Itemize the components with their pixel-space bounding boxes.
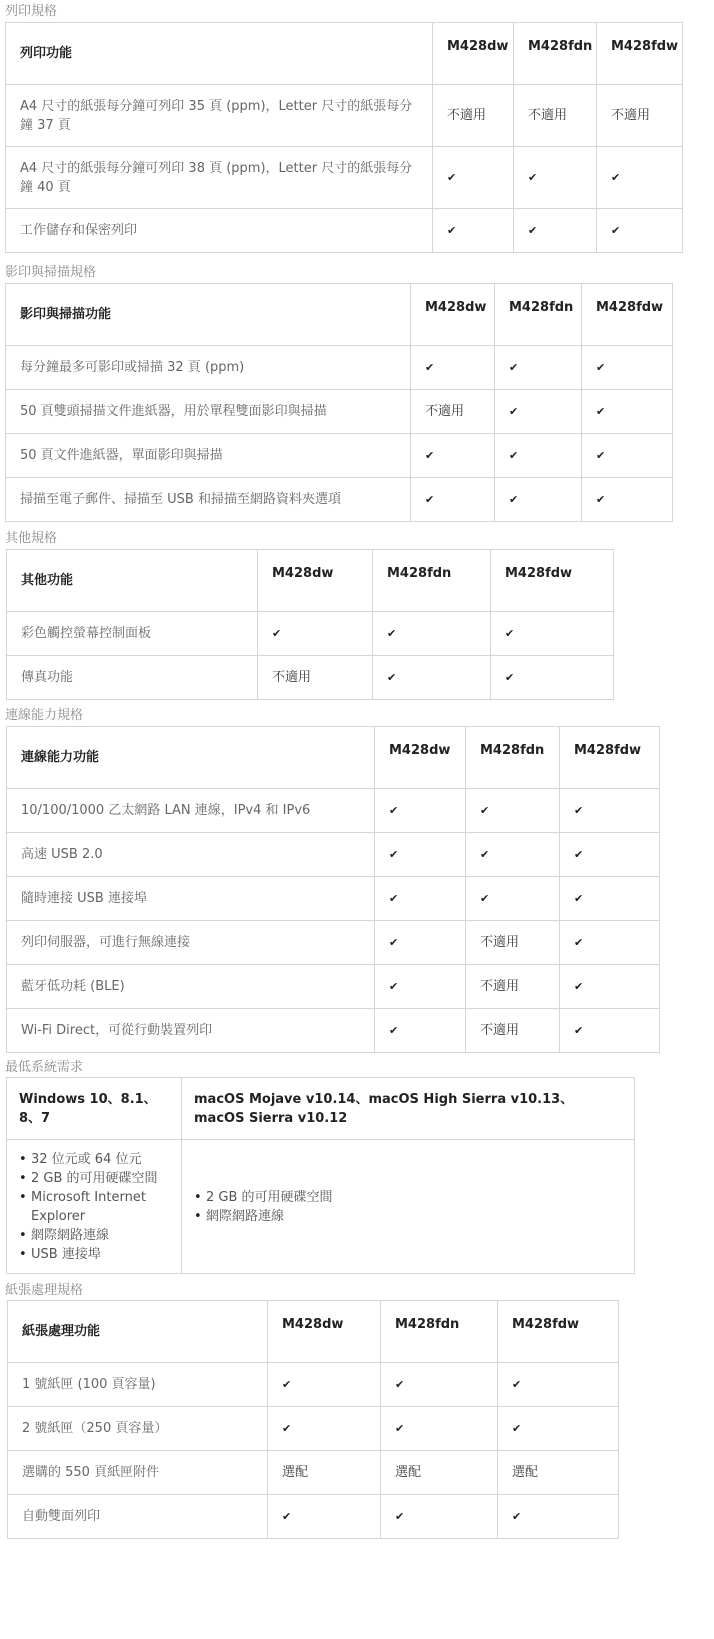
section-title-connectivity: 連線能力規格 <box>5 708 84 723</box>
list-item: • 32 位元或 64 位元 <box>31 1150 175 1169</box>
check-icon: ✔ <box>433 147 514 209</box>
cell-value: 不適用 <box>433 85 514 147</box>
check-icon: ✔ <box>375 921 466 965</box>
check-icon: ✔ <box>466 789 560 833</box>
check-icon: ✔ <box>433 209 514 253</box>
check-icon: ✔ <box>375 833 466 877</box>
section-title-paper-handling: 紙張處理規格 <box>5 1283 84 1298</box>
check-icon: ✔ <box>514 147 597 209</box>
model-header: M428dw <box>433 23 514 85</box>
check-icon: ✔ <box>411 434 495 478</box>
check-icon: ✔ <box>582 478 673 522</box>
feature-label: 自動雙面列印 <box>8 1495 268 1539</box>
list-item: • 網際網路連線 <box>31 1226 175 1245</box>
check-icon: ✔ <box>582 434 673 478</box>
feature-label: 掃描至電子郵件、掃描至 USB 和掃描至網路資料夾選項 <box>6 478 411 522</box>
model-header: M428fdw <box>491 550 614 612</box>
table-row <box>7 612 614 656</box>
cell-value: 選配 <box>498 1451 619 1495</box>
copy-scan-spec-table <box>5 283 673 522</box>
section-title-other: 其他規格 <box>5 531 58 546</box>
windows-requirements <box>7 1140 182 1274</box>
check-icon: ✔ <box>381 1363 498 1407</box>
model-header: M428fdn <box>466 727 560 789</box>
check-icon: ✔ <box>373 612 491 656</box>
model-header: M428fdw <box>560 727 660 789</box>
section-title-copy-scan: 影印與掃描規格 <box>5 265 97 280</box>
table-row <box>8 1451 619 1495</box>
cell-value: 選配 <box>381 1451 498 1495</box>
model-header: M428fdn <box>514 23 597 85</box>
feature-header: 紙張處理功能 <box>8 1301 268 1363</box>
table-row <box>7 833 660 877</box>
feature-label: 50 頁文件進紙器，單面影印與掃描 <box>6 434 411 478</box>
list-item: • 2 GB 的可用硬碟空間 <box>206 1188 628 1207</box>
check-icon: ✔ <box>491 612 614 656</box>
table-row <box>8 1407 619 1451</box>
print-spec-table <box>5 22 683 253</box>
section-title-print: 列印規格 <box>5 4 58 19</box>
check-icon: ✔ <box>268 1363 381 1407</box>
check-icon: ✔ <box>258 612 373 656</box>
check-icon: ✔ <box>560 833 660 877</box>
table-row <box>7 965 660 1009</box>
table-row <box>6 85 683 147</box>
table-row <box>7 656 614 700</box>
check-icon: ✔ <box>560 965 660 1009</box>
cell-value: 不適用 <box>597 85 683 147</box>
table-row <box>6 478 673 522</box>
check-icon: ✔ <box>560 789 660 833</box>
cell-value: 不適用 <box>466 965 560 1009</box>
feature-label: 藍牙低功耗 (BLE) <box>7 965 375 1009</box>
connectivity-spec-table <box>6 726 660 1053</box>
macos-header: macOS Mojave v10.14、macOS High Sierra v10.13、macOS Sierra v10.12 <box>182 1078 635 1140</box>
model-header: M428fdn <box>381 1301 498 1363</box>
check-icon: ✔ <box>375 789 466 833</box>
check-icon: ✔ <box>514 209 597 253</box>
feature-label: 50 頁雙頭掃描文件進紙器，用於單程雙面影印與掃描 <box>6 390 411 434</box>
feature-header: 連線能力功能 <box>7 727 375 789</box>
check-icon: ✔ <box>491 656 614 700</box>
check-icon: ✔ <box>498 1363 619 1407</box>
check-icon: ✔ <box>495 390 582 434</box>
cell-value: 不適用 <box>466 921 560 965</box>
list-item: • 網際網路連線 <box>206 1207 628 1226</box>
table-row <box>7 921 660 965</box>
cell-value: 選配 <box>268 1451 381 1495</box>
model-header: M428dw <box>268 1301 381 1363</box>
check-icon: ✔ <box>498 1495 619 1539</box>
model-header: M428fdw <box>582 284 673 346</box>
feature-label: A4 尺寸的紙張每分鐘可列印 35 頁 (ppm)，Letter 尺寸的紙張每分鐘 37 頁 <box>6 85 433 147</box>
feature-label: 1 號紙匣 (100 頁容量) <box>8 1363 268 1407</box>
check-icon: ✔ <box>498 1407 619 1451</box>
model-header: M428dw <box>375 727 466 789</box>
table-row <box>6 346 673 390</box>
check-icon: ✔ <box>268 1407 381 1451</box>
feature-label: 彩色觸控螢幕控制面板 <box>7 612 258 656</box>
table-row <box>8 1495 619 1539</box>
check-icon: ✔ <box>495 346 582 390</box>
table-row <box>6 434 673 478</box>
paper-handling-spec-table <box>7 1300 619 1539</box>
macos-requirements <box>182 1140 635 1274</box>
table-row <box>8 1363 619 1407</box>
check-icon: ✔ <box>411 346 495 390</box>
feature-label: Wi-Fi Direct，可從行動裝置列印 <box>7 1009 375 1053</box>
system-requirements-table <box>6 1077 635 1274</box>
check-icon: ✔ <box>466 833 560 877</box>
model-header: M428fdw <box>597 23 683 85</box>
check-icon: ✔ <box>597 147 683 209</box>
list-item: • USB 連接埠 <box>31 1245 175 1264</box>
feature-label: 選購的 550 頁紙匣附件 <box>8 1451 268 1495</box>
table-row <box>7 789 660 833</box>
check-icon: ✔ <box>560 921 660 965</box>
model-header: M428fdn <box>495 284 582 346</box>
table-row <box>6 209 683 253</box>
check-icon: ✔ <box>381 1495 498 1539</box>
check-icon: ✔ <box>582 346 673 390</box>
model-header: M428dw <box>411 284 495 346</box>
check-icon: ✔ <box>381 1407 498 1451</box>
cell-value: 不適用 <box>258 656 373 700</box>
feature-label: 傳真功能 <box>7 656 258 700</box>
feature-label: 高速 USB 2.0 <box>7 833 375 877</box>
cell-value: 不適用 <box>411 390 495 434</box>
windows-header: Windows 10、8.1、8、7 <box>7 1078 182 1140</box>
check-icon: ✔ <box>375 877 466 921</box>
check-icon: ✔ <box>495 478 582 522</box>
feature-label: 列印伺服器，可進行無線連接 <box>7 921 375 965</box>
table-row <box>6 147 683 209</box>
other-spec-table <box>6 549 614 700</box>
check-icon: ✔ <box>466 877 560 921</box>
check-icon: ✔ <box>582 390 673 434</box>
model-header: M428fdn <box>373 550 491 612</box>
table-row <box>6 390 673 434</box>
feature-label: 2 號紙匣（250 頁容量） <box>8 1407 268 1451</box>
check-icon: ✔ <box>560 1009 660 1053</box>
check-icon: ✔ <box>597 209 683 253</box>
table-row <box>7 1140 635 1274</box>
check-icon: ✔ <box>495 434 582 478</box>
feature-label: A4 尺寸的紙張每分鐘可列印 38 頁 (ppm)，Letter 尺寸的紙張每分鐘 40 頁 <box>6 147 433 209</box>
check-icon: ✔ <box>411 478 495 522</box>
feature-header: 列印功能 <box>6 23 433 85</box>
model-header: M428dw <box>258 550 373 612</box>
check-icon: ✔ <box>375 965 466 1009</box>
feature-label: 每分鐘最多可影印或掃描 32 頁 (ppm) <box>6 346 411 390</box>
cell-value: 不適用 <box>514 85 597 147</box>
table-row <box>7 877 660 921</box>
check-icon: ✔ <box>373 656 491 700</box>
list-item: • 2 GB 的可用硬碟空間 <box>31 1169 175 1188</box>
table-row <box>7 1009 660 1053</box>
check-icon: ✔ <box>560 877 660 921</box>
feature-label: 隨時連接 USB 連接埠 <box>7 877 375 921</box>
check-icon: ✔ <box>375 1009 466 1053</box>
model-header: M428fdw <box>498 1301 619 1363</box>
section-title-system-requirements: 最低系統需求 <box>5 1060 84 1075</box>
check-icon: ✔ <box>268 1495 381 1539</box>
feature-label: 工作儲存和保密列印 <box>6 209 433 253</box>
feature-label: 10/100/1000 乙太網路 LAN 連線，IPv4 和 IPv6 <box>7 789 375 833</box>
feature-header: 其他功能 <box>7 550 258 612</box>
list-item: • Microsoft Internet Explorer <box>31 1188 175 1226</box>
feature-header: 影印與掃描功能 <box>6 284 411 346</box>
cell-value: 不適用 <box>466 1009 560 1053</box>
